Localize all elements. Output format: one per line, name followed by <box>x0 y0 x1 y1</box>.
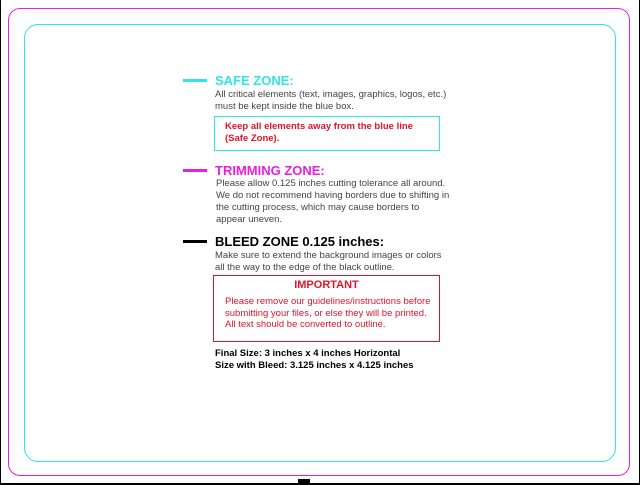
size-with-bleed-text: Size with Bleed: 3.125 inches x 4.125 inches <box>215 360 414 371</box>
safe-zone-description <box>215 89 446 113</box>
final-size-text: Final Size: 3 inches x 4 inches Horizontal <box>215 348 401 359</box>
safe-zone-callout <box>214 116 440 151</box>
size-specifications <box>215 348 414 372</box>
trimming-zone-description-line: We do not recommend having borders due to shifting in <box>216 190 450 201</box>
bleed-outline-left <box>0 0 1 485</box>
safe-zone-title: SAFE ZONE: <box>215 73 294 88</box>
important-notice-box <box>213 275 440 342</box>
bleed-zone-description <box>215 250 442 274</box>
safe-zone-description-line: must be kept inside the blue box. <box>215 101 354 112</box>
important-notice-title: IMPORTANT <box>294 279 359 291</box>
important-notice-text <box>214 296 439 331</box>
trimming-zone-description-line: appear uneven. <box>216 214 283 225</box>
safe-zone-callout-line: Keep all elements away from the blue line <box>225 121 413 132</box>
bleed-marker <box>298 479 310 485</box>
trimming-zone-legend-line <box>183 169 207 172</box>
bleed-zone-title: BLEED ZONE 0.125 inches: <box>215 234 385 249</box>
bleed-zone-description-line: Make sure to extend the background images or colors <box>215 250 442 261</box>
safe-zone-legend-line <box>183 79 207 82</box>
safe-zone-callout-line: (Safe Zone). <box>225 133 280 144</box>
trimming-zone-description <box>216 178 449 226</box>
important-notice-line: Please remove our guidelines/instructions before <box>225 296 431 307</box>
trimming-zone-title: TRIMMING ZONE: <box>215 163 325 178</box>
important-notice-line: submitting your files, or else they will be printed. <box>225 307 427 319</box>
important-notice-line: All text should be converted to outline. <box>225 319 386 330</box>
trimming-zone-description-line: the cutting process, which may cause borders to <box>216 202 420 213</box>
trimming-zone-description-line: Please allow 0.125 inches cutting tolerance all around. <box>216 178 446 189</box>
safe-zone-description-line: All critical elements (text, images, graphics, logos, etc.) <box>215 89 447 100</box>
bleed-zone-legend-line <box>183 240 207 243</box>
bleed-zone-description-line: all the way to the edge of the black outline. <box>215 262 395 273</box>
